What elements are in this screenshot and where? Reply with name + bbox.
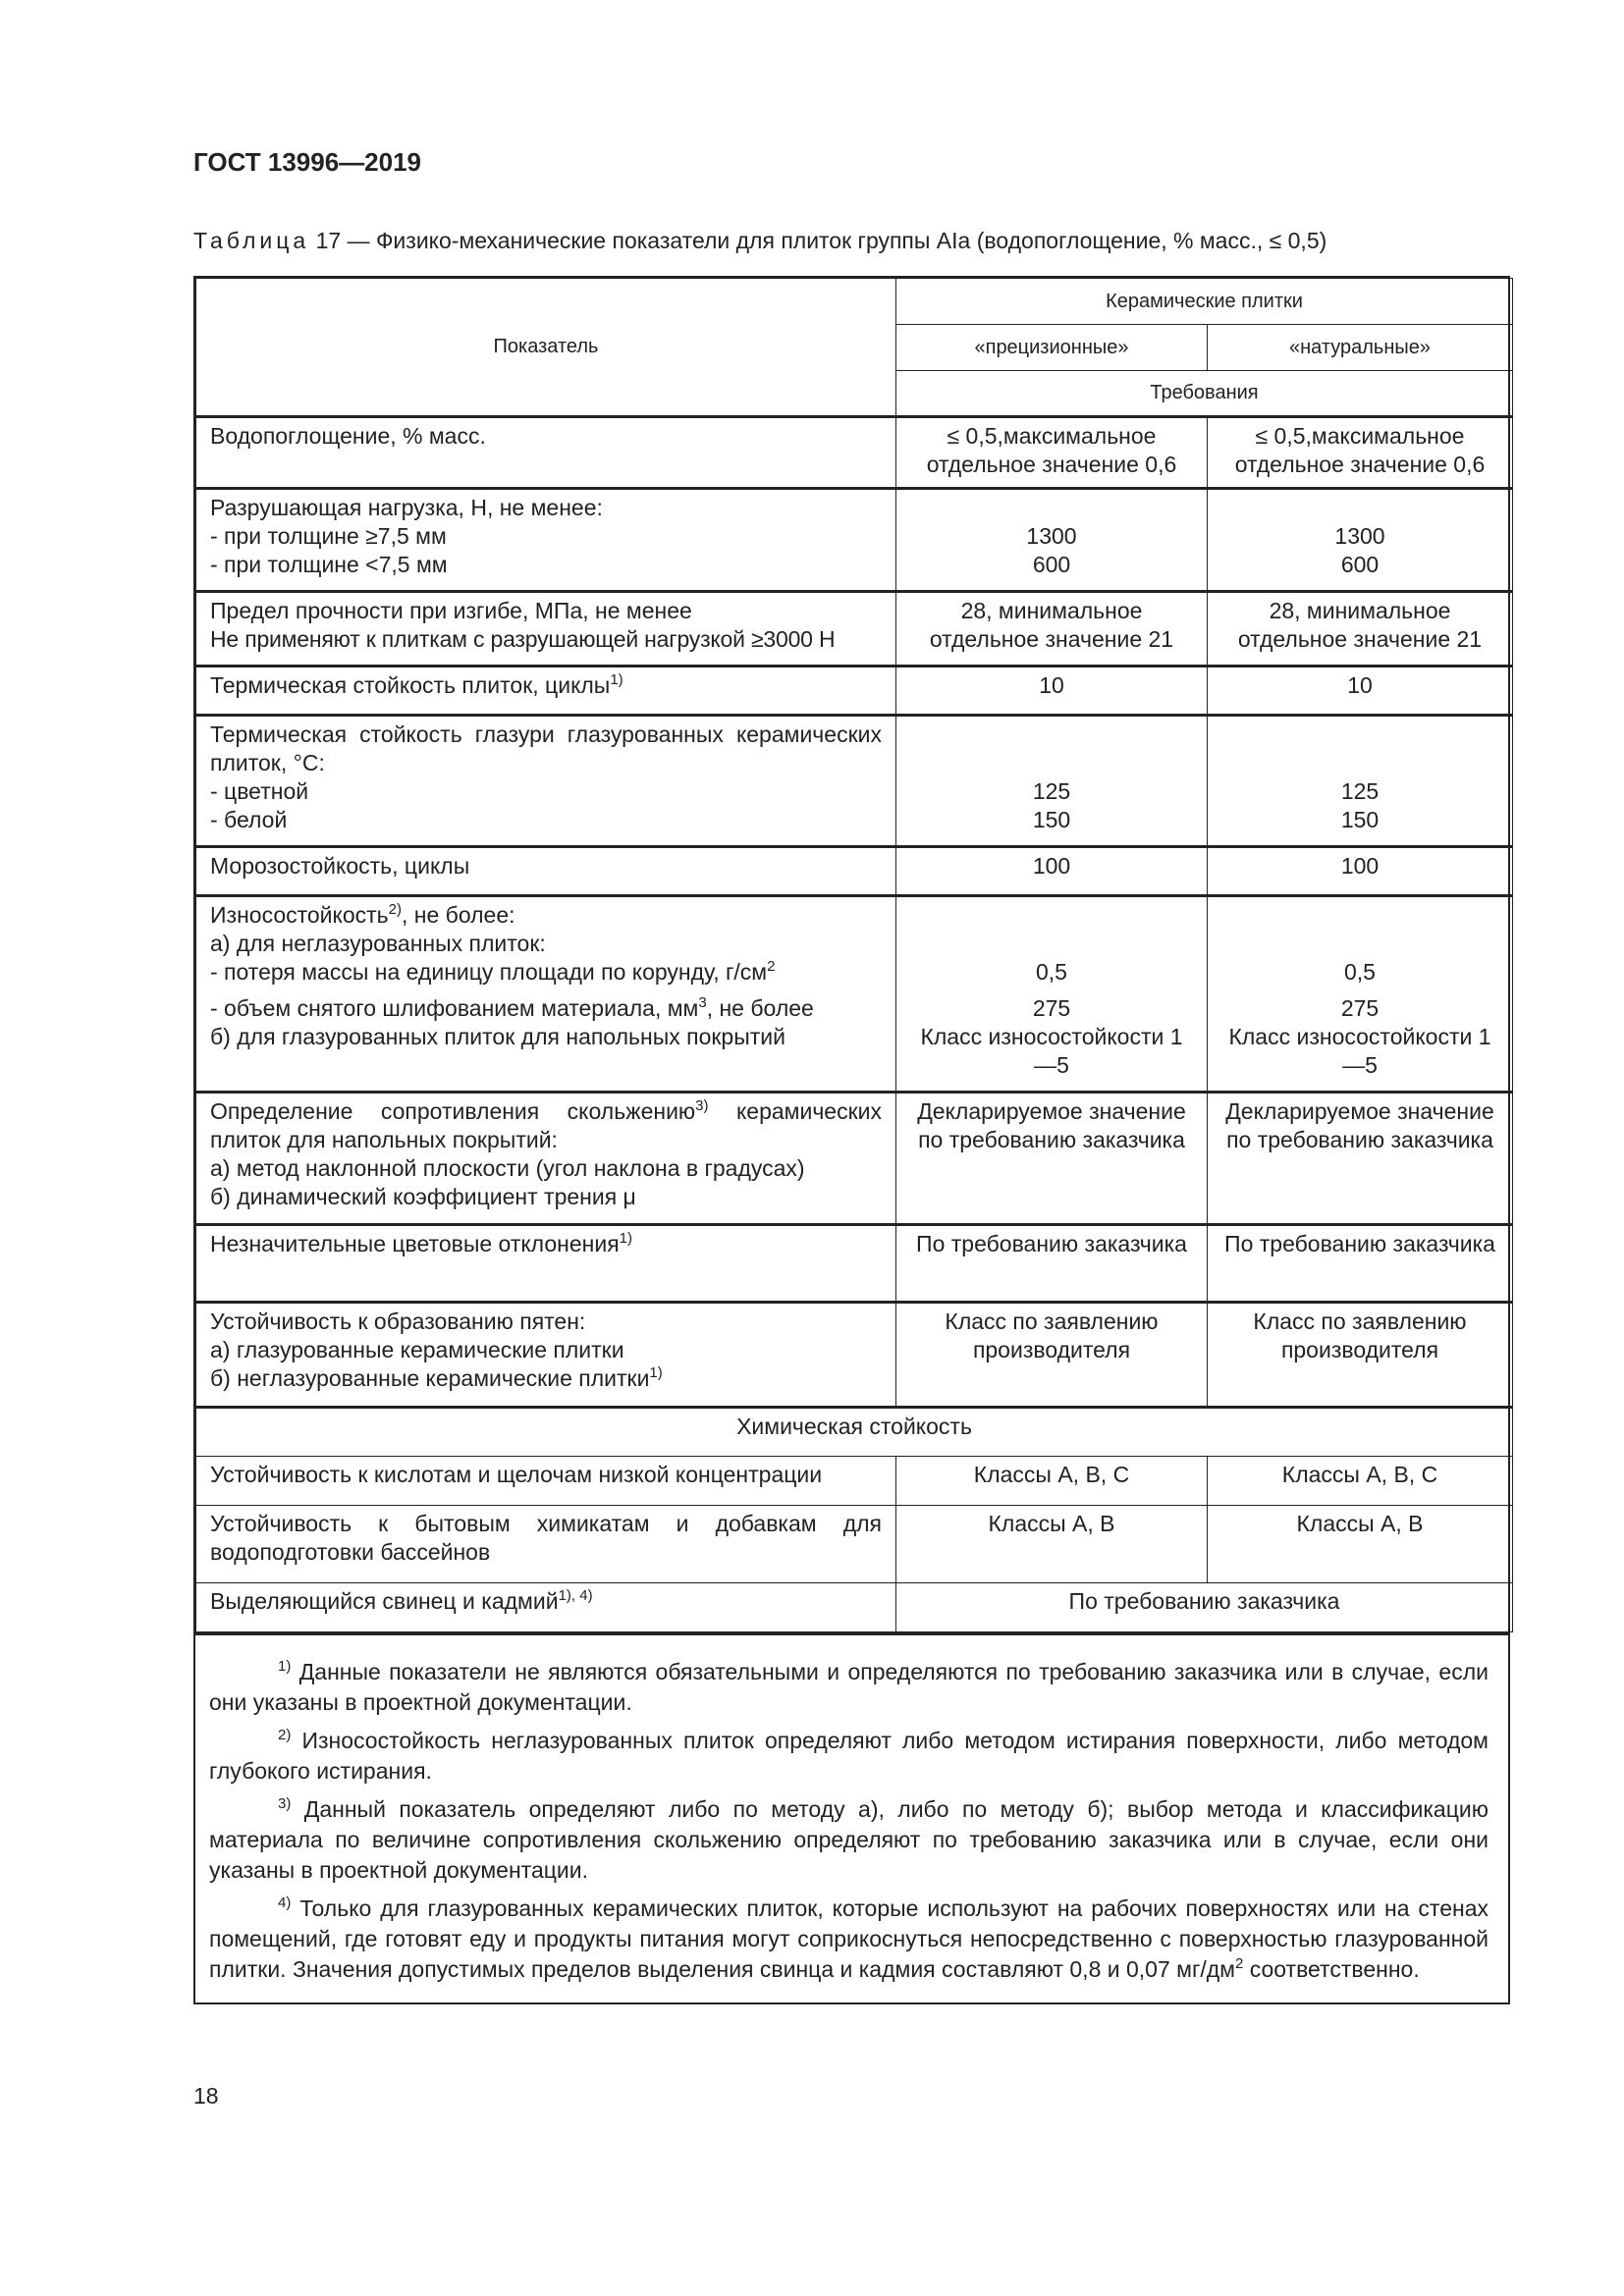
value-line: 125 [1032, 778, 1071, 804]
header-precision: «прецизионные» [896, 325, 1208, 371]
value-natural: Декларируемое значение по требованию заказчика [1208, 1093, 1513, 1225]
value-precision [896, 896, 1208, 1093]
row-label-tail: , не более: [402, 902, 515, 928]
table-row [196, 592, 1513, 667]
row-sub-item: а) для неглазурованных плиток: [210, 931, 546, 956]
row-label-main: Устойчивость к образованию пятен: [210, 1308, 586, 1334]
value-natural: По требованию заказчика [1208, 1225, 1513, 1303]
value-precision [896, 716, 1208, 847]
value-natural: 10 [1208, 667, 1513, 716]
value-natural [1208, 489, 1513, 592]
value-precision: Класс по заявлению производителя [896, 1303, 1208, 1408]
value-line: 275 [1340, 995, 1380, 1021]
table-row [196, 1093, 1513, 1225]
row-label [196, 667, 896, 716]
row-label-main [210, 901, 882, 930]
footnote-mark: 2) [278, 1727, 292, 1743]
value-line: Класс износостойкости 1—5 [1228, 1024, 1491, 1078]
row-sub-text: - объем снятого шлифованием материала, мм [210, 995, 699, 1021]
row-sub-item: б) динамический коэффициент трения μ [210, 1184, 636, 1209]
table-row [196, 1506, 1513, 1583]
footnote-ref: 1) [619, 1230, 632, 1247]
value-precision: 100 [896, 847, 1208, 896]
table-row [196, 847, 1513, 896]
value-natural: 28, минимальное отдельное значение 21 [1208, 592, 1513, 667]
value-natural: Классы А, В [1208, 1506, 1513, 1583]
row-label-text: Термическая стойкость плиток, циклы [210, 672, 611, 698]
value-natural [1208, 716, 1513, 847]
table-footnotes [195, 1632, 1508, 2002]
footnote-3 [209, 1794, 1489, 1886]
table-row [196, 1303, 1513, 1408]
table-17 [193, 276, 1510, 2004]
footnote-text-tail: соответственно. [1243, 1956, 1420, 1982]
table-row [196, 489, 1513, 592]
value-natural: 100 [1208, 847, 1513, 896]
row-label-main: Предел прочности при изгибе, МПа, не менее [210, 598, 692, 623]
value-line: 125 [1340, 778, 1380, 804]
document-header: ГОСТ 13996—2019 [193, 147, 421, 177]
table-caption [193, 228, 1326, 254]
row-label: Устойчивость к кислотам и щелочам низкой концентрации [196, 1457, 896, 1506]
row-label [196, 1303, 896, 1408]
row-sub-item: - цветной [210, 778, 309, 804]
value-natural: Класс по заявлению производителя [1208, 1303, 1513, 1408]
value-line: 275 [1032, 995, 1071, 1021]
row-sub-item: б) для глазурованных плиток для напольных покрытий [210, 1024, 785, 1049]
section-row [196, 1408, 1513, 1457]
row-sub-item: - белой [210, 807, 288, 832]
section-title-chemical: Химическая стойкость [196, 1408, 1513, 1457]
table-row [196, 716, 1513, 847]
footnote-text: Данный показатель определяют либо по методу а), либо по методу б); выбор метода и классификацию материала по величине сопротивления скольжению определяют по требованию заказчика или в случае, если они указаны в проектной документации. [209, 1796, 1489, 1883]
row-label [196, 592, 896, 667]
value-precision: ≤ 0,5,максимальное отдельное значение 0,6 [896, 417, 1208, 489]
footnote-text: Данные показатели не являются обязательными и определяются по требованию заказчика или в случае, если они указаны в проектной документации. [209, 1659, 1489, 1715]
value-merged: По требованию заказчика [896, 1583, 1513, 1632]
row-label-main [210, 1097, 882, 1154]
row-label [196, 489, 896, 592]
row-label [196, 1583, 896, 1632]
row-sub-item [210, 994, 882, 1023]
value-natural [1208, 896, 1513, 1093]
table-row [196, 1583, 1513, 1632]
footnote-text: Только для глазурованных керамических плиток, которые используют на рабочих поверхностях или на стенах помещений, где готовят еду и продукты питания могут соприкоснуться непосредственно с поверхностью глазурованной плитки. Значения допустимых пределов выделения свинца и кадмия составляют 0,8 и 0,07 мг/дм [209, 1896, 1489, 1982]
row-label-text: Определение сопротивления скольжению [210, 1098, 696, 1124]
value-line: 150 [1032, 807, 1071, 832]
value-precision: 10 [896, 667, 1208, 716]
row-label [196, 716, 896, 847]
page-number: 18 [193, 2083, 219, 2109]
row-sub-item: - при толщине <7,5 мм [210, 552, 448, 577]
value-precision: Декларируемое значение по требованию заказчика [896, 1093, 1208, 1225]
footnote-text: Износостойкость неглазурованных плиток определяют либо методом истирания поверхности, либо методом глубокого истирания. [209, 1728, 1489, 1784]
value-natural: Классы А, В, С [1208, 1457, 1513, 1506]
header-ceramic-tiles: Керамические плитки [896, 279, 1513, 325]
row-sub-item [210, 958, 882, 987]
header-indicator: Показатель [196, 279, 896, 417]
footnote-mark: 4) [278, 1895, 292, 1911]
table-row [196, 1225, 1513, 1303]
superscript: 2 [767, 958, 776, 975]
requirements-table [195, 278, 1513, 1632]
row-label-main: Термическая стойкость глазури глазурованных керамических плиток, °С: [210, 721, 882, 775]
header-requirements: Требования [896, 371, 1513, 417]
table-row [196, 896, 1513, 1093]
value-line: 1300 [1026, 523, 1077, 549]
value-line: 600 [1340, 552, 1380, 577]
superscript: 2 [1234, 1955, 1244, 1972]
footnote-ref: 3) [695, 1097, 709, 1114]
footnote-ref: 1) [649, 1364, 663, 1381]
footnote-ref: 2) [388, 901, 403, 918]
footnote-ref: 1), 4) [558, 1587, 593, 1604]
table-row [196, 667, 1513, 716]
value-line: 1300 [1334, 523, 1385, 549]
table-caption-text: 17 — Физико-механические показатели для плиток группы AIa (водопоглощение, % масс., ≤ 0,5) [309, 228, 1327, 253]
footnote-mark: 1) [278, 1658, 292, 1675]
value-line: 150 [1340, 807, 1380, 832]
value-precision: По требованию заказчика [896, 1225, 1208, 1303]
row-label [196, 1093, 896, 1225]
row-label-text: Износостойкость [210, 902, 389, 928]
row-label-tail: керамических плиток для напольных покрытий: [210, 1098, 882, 1152]
value-precision: Классы А, В [896, 1506, 1208, 1583]
value-precision [896, 489, 1208, 592]
value-line: Класс износостойкости 1—5 [920, 1024, 1183, 1078]
footnote-4 [209, 1894, 1489, 1985]
footnote-1 [209, 1657, 1489, 1718]
row-label: Морозостойкость, циклы [196, 847, 896, 896]
row-label: Устойчивость к бытовым химикатам и добавкам для водоподготовки бассейнов [196, 1506, 896, 1583]
row-label [196, 1225, 896, 1303]
row-sub-text: б) неглазурованные керамические плитки [210, 1365, 650, 1391]
row-label-text: Выделяющийся свинец и кадмий [210, 1588, 559, 1614]
footnote-ref: 1) [610, 671, 623, 688]
row-sub-text: - потеря массы на единицу площади по корунду, г/см [210, 959, 768, 985]
value-precision: Классы А, В, С [896, 1457, 1208, 1506]
row-sub-item: а) метод наклонной плоскости (угол наклона в градусах) [210, 1155, 805, 1181]
value-line: 600 [1032, 552, 1071, 577]
value-line: 0,5 [1036, 959, 1067, 985]
row-label-main: Разрушающая нагрузка, Н, не менее: [210, 495, 603, 520]
row-label [196, 896, 896, 1093]
superscript: 3 [698, 994, 707, 1011]
table-row [196, 1457, 1513, 1506]
value-natural: ≤ 0,5,максимальное отдельное значение 0,6 [1208, 417, 1513, 489]
row-sub-item [210, 1364, 882, 1393]
row-sub-item: а) глазурованные керамические плитки [210, 1337, 624, 1362]
row-sub-tail: , не более [706, 995, 814, 1021]
footnote-mark: 3) [278, 1795, 292, 1812]
header-natural: «натуральные» [1208, 325, 1513, 371]
table-row [196, 417, 1513, 489]
row-label-note: Не применяют к плиткам с разрушающей нагрузкой ≥3000 Н [210, 626, 836, 652]
table-caption-prefix: Таблица [193, 228, 310, 253]
value-precision: 28, минимальное отдельное значение 21 [896, 592, 1208, 667]
footnote-2 [209, 1726, 1489, 1787]
row-label: Водопоглощение, % масс. [196, 417, 896, 489]
value-line: 0,5 [1344, 959, 1376, 985]
row-label-text: Незначительные цветовые отклонения [210, 1231, 620, 1256]
row-sub-item: - при толщине ≥7,5 мм [210, 523, 447, 549]
